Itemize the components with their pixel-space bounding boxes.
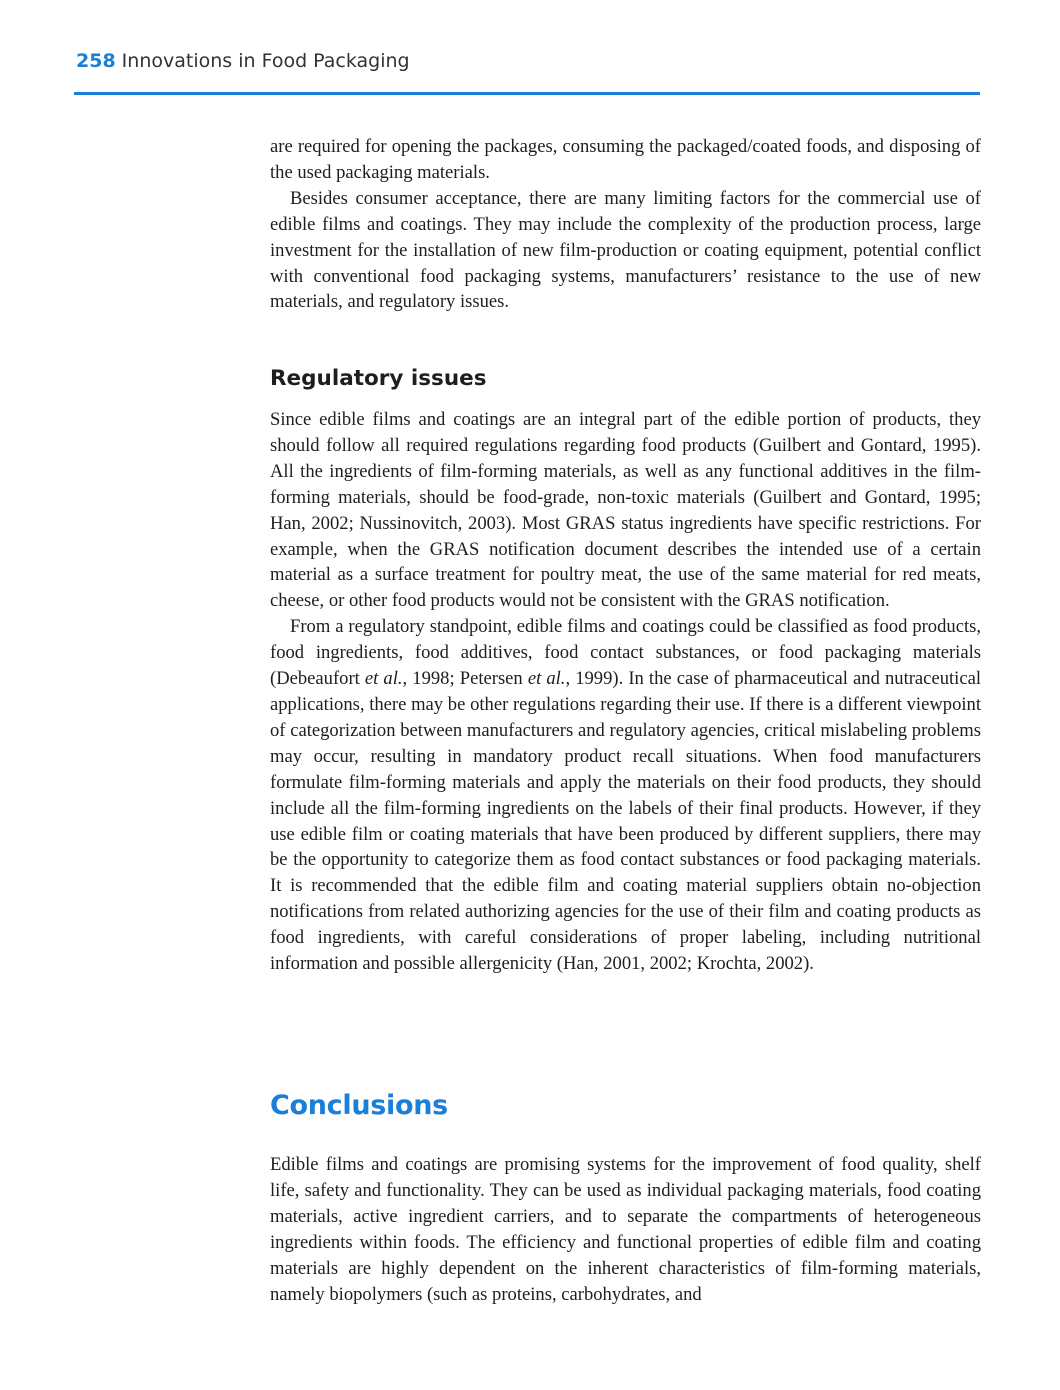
header-rule (74, 92, 980, 95)
regulatory-section (270, 407, 981, 977)
et-al-italic: et al. (364, 668, 403, 690)
intro-paragraph-continued: are required for opening the packages, consuming the packaged/coated foods, and disposing of the used packaging materials. (270, 136, 981, 183)
regulatory-paragraph-1: Since edible films and coatings are an integral part of the edible portion of products, they should follow all required regulations regarding food products (Guilbert and Gontard, 1995). All the ingredients of film-forming materials, as well as any functional additives in the film-forming materials, should be food-grade, non-toxic materials (Guilbert and Gontard, 1995; Han, 2002; Nussinovitch, 2003). Most GRAS status ingredients have specific restrictions. For example, when the GRAS notification document describes the intended use of a certain material as a surface treatment for poultry meat, the use of the same material for red meats, cheese, or other food products would not be consistent with the GRAS notification. (270, 409, 981, 612)
conclusions-heading: Conclusions (270, 1090, 448, 1121)
intro-section (270, 134, 981, 315)
intro-paragraph-limiting-factors: Besides consumer acceptance, there are many limiting factors for the commercial use of edible films and coatings. They may include the complexity of the production process, large investment for the installation of new film-production or coating equipment, potential conflict with conventional food packaging systems, manufacturers’ resistance to the use of new materials, and regulatory issues. (270, 187, 981, 313)
regulatory-issues-heading: Regulatory issues (270, 366, 487, 391)
regulatory-p2-text-a: From a regulatory standpoint, edible films and coatings could be classified as food products, food ingredients, food additives, food contact substances, or food packaging materials (Debeaufort (270, 616, 981, 690)
regulatory-p2-text-c: , 1999). In the case of pharmaceutical and nutraceutical applications, there may be other regulations regarding their use. If there is a different viewpoint of categorization between manufacturers and regulatory agencies, critical mislabeling problems may occur, resulting in mandatory product recall situations. When food manufacturers formulate film-forming materials and apply the materials on their food products, they should include all the film-forming ingredients on the labels of their final products. However, if they use edible film or coating materials that have been produced by different suppliers, there may be the opportunity to categorize them as food contact substances or food packaging materials. It is recommended that the edible film and coating material suppliers obtain no-objection notifications from related authorizing agencies for the use of their film and coating products as food ingredients, with careful considerations of proper labeling, including nutritional information and possible allergenicity (Han, 2001, 2002; Krochta, 2002). (270, 668, 981, 975)
regulatory-p2-text-b: , 1998; Petersen (402, 668, 528, 690)
et-al-italic: et al. (527, 668, 566, 690)
running-header (76, 50, 410, 72)
conclusions-section (270, 1152, 981, 1307)
page-number: 258 (76, 50, 116, 72)
book-title: Innovations in Food Packaging (121, 50, 410, 72)
regulatory-paragraph-2 (270, 614, 981, 977)
conclusions-paragraph-1: Edible films and coatings are promising systems for the improvement of food quality, shelf life, safety and functionality. They can be used as individual packaging materials, food coating materials, active ingredient carriers, and to separate the compartments of heterogeneous ingredients within foods. The efficiency and functional properties of edible film and coating materials are highly dependent on the inherent characteristics of film-forming materials, namely biopolymers (such as proteins, carbohydrates, and (270, 1154, 981, 1305)
